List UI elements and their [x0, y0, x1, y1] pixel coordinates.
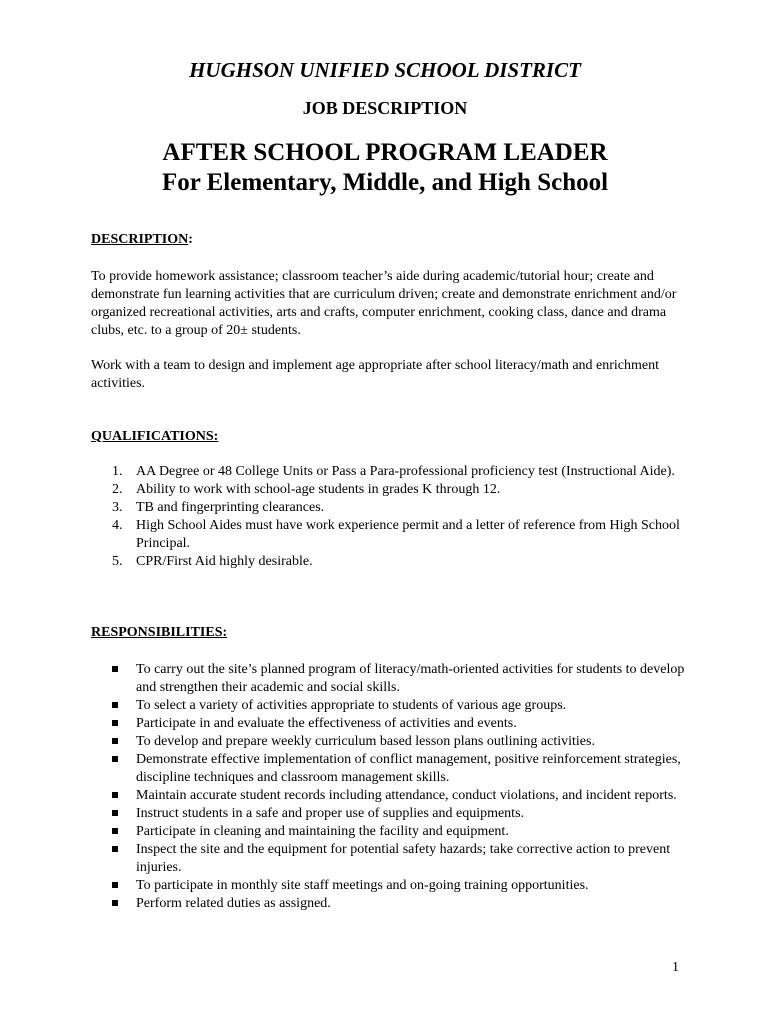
item-number: 4.: [112, 518, 123, 533]
item-text: Perform related duties as assigned.: [136, 896, 331, 911]
item-text: To develop and prepare weekly curriculum based lesson plans outlining activities.: [136, 734, 595, 749]
item-text: Ability to work with school-age students in grades K through 12.: [136, 482, 501, 497]
item-text: Participate in and evaluate the effectiveness of activities and events.: [136, 716, 517, 731]
list-item: [91, 661, 691, 697]
qualifications-heading: [91, 429, 218, 445]
bullet-icon: [112, 810, 118, 816]
item-number: 5.: [112, 554, 123, 569]
item-text: To select a variety of activities appropriate to students of various age groups.: [136, 698, 567, 713]
list-item: [91, 877, 691, 895]
qualifications-list: [91, 463, 691, 571]
list-item: [91, 715, 691, 733]
list-item: [91, 481, 691, 499]
job-subtitle: For Elementary, Middle, and High School: [161, 169, 609, 196]
document-type: JOB DESCRIPTION: [302, 98, 468, 118]
list-item: [91, 499, 691, 517]
bullet-icon: [112, 738, 118, 744]
list-item: [91, 823, 691, 841]
description-paragraph-2: Work with a team to design and implement age appropriate after school literacy/math and enrichment activities.: [91, 358, 660, 391]
bullet-icon: [112, 900, 118, 906]
description-heading: [91, 232, 193, 248]
description-heading-text: DESCRIPTION: [91, 232, 189, 247]
bullet-icon: [112, 882, 118, 888]
item-text: CPR/First Aid highly desirable.: [136, 554, 313, 569]
item-text: AA Degree or 48 College Units or Pass a Para-professional proficiency test (Instructional Aide).: [136, 464, 675, 479]
item-number: 1.: [112, 464, 123, 479]
list-item: [91, 805, 691, 823]
item-number: 3.: [112, 500, 123, 515]
item-number: 2.: [112, 482, 123, 497]
item-text: Demonstrate effective implementation of conflict management, positive reinforcement strategies, discipline techniques and classroom management skills.: [136, 752, 681, 785]
list-item: [91, 895, 691, 913]
bullet-icon: [112, 792, 118, 798]
district-name: HUGHSON UNIFIED SCHOOL DISTRICT: [189, 58, 581, 82]
list-item: [91, 841, 691, 877]
bullet-icon: [112, 756, 118, 762]
item-text: TB and fingerprinting clearances.: [136, 500, 325, 515]
responsibilities-list: [91, 661, 691, 913]
description-heading-colon: :: [188, 232, 193, 247]
bullet-icon: [112, 702, 118, 708]
job-title: AFTER SCHOOL PROGRAM LEADER: [162, 139, 608, 166]
list-item: [91, 463, 691, 481]
bullet-icon: [112, 828, 118, 834]
list-item: [91, 517, 691, 553]
bullet-icon: [112, 720, 118, 726]
responsibilities-heading: [91, 625, 227, 641]
list-item: [91, 553, 691, 571]
qualifications-heading-text: QUALIFICATIONS:: [91, 429, 219, 444]
list-item: [91, 751, 691, 787]
page-number: 1: [672, 960, 679, 975]
list-item: [91, 733, 691, 751]
item-text: To participate in monthly site staff meetings and on-going training opportunities.: [136, 878, 589, 893]
item-text: High School Aides must have work experience permit and a letter of reference from High School Principal.: [136, 518, 680, 551]
item-text: Participate in cleaning and maintaining the facility and equipment.: [136, 824, 509, 839]
description-paragraph-1: To provide homework assistance; classroom teacher’s aide during academic/tutorial hour; create and demonstrate fun learning activities that are curriculum driven; create and demonstrate enrichment and/or organized recreational activities, arts and crafts, computer enrichment, cooking class, dance and drama clubs, etc. to a group of 20± students.: [91, 269, 677, 338]
item-text: To carry out the site’s planned program of literacy/math-oriented activities for students to develop and strengthen their academic and social skills.: [136, 662, 685, 695]
item-text: Inspect the site and the equipment for potential safety hazards; take corrective action to prevent injuries.: [136, 842, 671, 875]
item-text: Maintain accurate student records including attendance, conduct violations, and incident reports.: [136, 788, 677, 803]
bullet-icon: [112, 666, 118, 672]
bullet-icon: [112, 846, 118, 852]
list-item: [91, 787, 691, 805]
responsibilities-heading-text: RESPONSIBILITIES:: [91, 625, 228, 640]
list-item: [91, 697, 691, 715]
item-text: Instruct students in a safe and proper use of supplies and equipments.: [136, 806, 525, 821]
